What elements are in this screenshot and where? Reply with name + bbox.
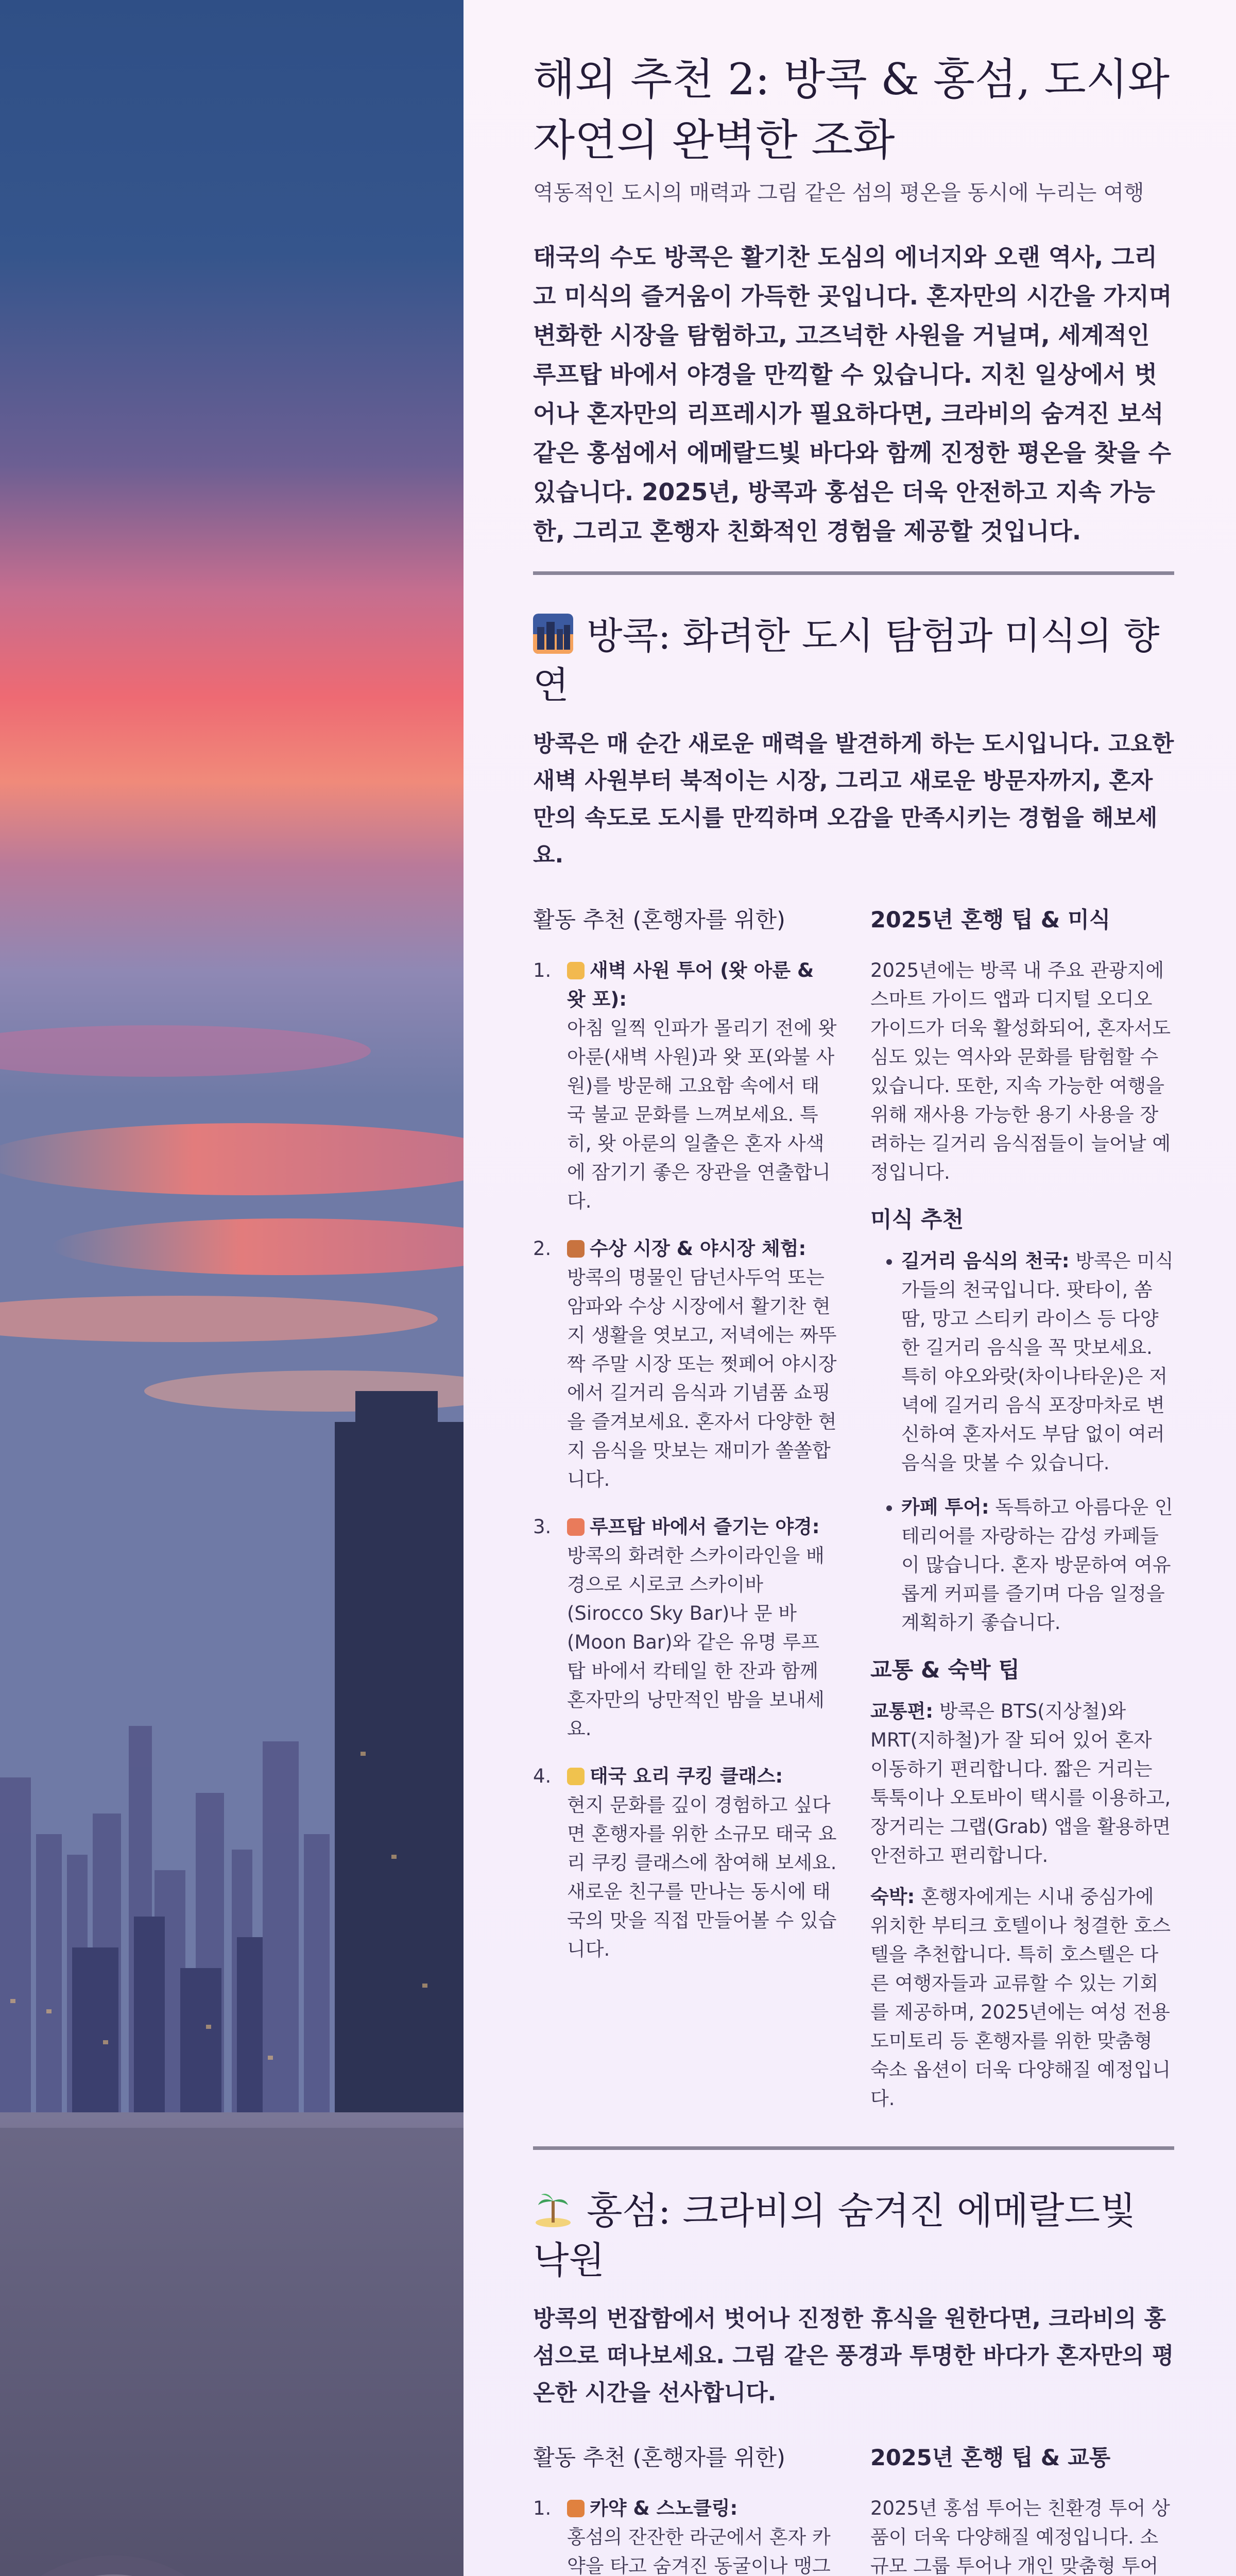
hong-activities-title: 활동 추천 (혼행자를 위한)	[533, 2445, 785, 2471]
bangkok-transport-title: 교통 & 숙박 팁	[870, 1657, 1020, 1683]
bangkok-title-text: 방콕: 화려한 도시 탐험과 미식의 향연	[533, 614, 1160, 707]
island-icon	[533, 2189, 573, 2229]
hong-tips-column	[870, 2443, 1174, 2576]
hong-activities-column	[533, 2443, 837, 2576]
bangkok-food-title: 미식 추천	[870, 1207, 964, 1233]
list-item: 1. 새벽 사원 투어 (왓 아룬 & 왓 포): 아침 일찍 인파가 몰리기 전에 왓 아룬(새벽 사원)과 왓 포(와불 사원)를 방문해 고요함 속에서 태국 불교 문화를 느껴보세요. 특히, 왓 아룬의 일출은 혼자 사색에 잠기기 좋은 장관을 연출합니다.	[533, 959, 837, 1212]
kayak-icon	[567, 2500, 585, 2517]
list-item: • 카페 투어: 독특하고 아름다운 인테리어를 자랑하는 감성 카페들이 많습니다. 혼자 방문하여 여유롭게 커피를 즐기며 다음 일정을 계획하기 좋습니다.	[901, 1493, 1174, 1637]
bangkok-columns	[533, 905, 1174, 2126]
bangkok-activities-title: 활동 추천 (혼행자를 위한)	[533, 907, 785, 933]
pray-icon	[567, 962, 585, 979]
boat-icon	[567, 1240, 585, 1258]
hong-title-text: 홍섬: 크라비의 숨겨진 에메랄드빛 낙원	[533, 2189, 1136, 2282]
lead-paragraph: 태국의 수도 방콕은 활기찬 도심의 에너지와 오랜 역사, 그리고 미식의 즐거움이 가득한 곳입니다. 혼자만의 시간을 가지며 변화한 시장을 탐험하고, 고즈넉한 사원을 거닐며, 세계적인 루프탑 바에서 야경을 만끽할 수 있습니다. 지친 일상에서 벗어나 혼자만의 리프레시가 필요하다면, 크라비의 숨겨진 보석 같은 홍섬에서 에메랄드빛 바다와 함께 진정한 평온을 찾을 수 있습니다. 2025년, 방콕과 홍섬은 더욱 안전하고 지속 가능한, 그리고 혼행자 친화적인 경험을 제공할 것입니다.	[533, 243, 1172, 545]
page-title: 해외 추천 2: 방콕 & 홍섬, 도시와 자연의 완벽한 조화	[533, 54, 1170, 165]
list-item: 1. 카약 & 스노클링: 홍섬의 잔잔한 라군에서 혼자 카약을 타고 숨겨진 동굴이나 맹그	[533, 2497, 831, 2576]
bangkok-tips-intro: 2025년에는 방콕 내 주요 관광지에 스마트 가이드 앱과 디지털 오디오 가이드가 더욱 활성화되어, 혼자서도 심도 있는 역사와 문화를 탐험할 수 있습니다. 또한, 지속 가능한 여행을 위해 재사용 가능한 용기 사용을 장려하는 길거리 음식점들이 늘어날 예정입니다.	[870, 959, 1171, 1183]
bangkok-activity-list	[533, 956, 837, 1964]
hong-activity-list	[533, 2494, 837, 2576]
hong-tips-title: 2025년 혼행 팁 & 교통	[870, 2445, 1111, 2471]
bangkok-lodging-item: 숙박: 혼행자에게는 시내 중심가에 위치한 부티크 호텔이나 청결한 호스텔을 추천합니다. 특히 호스텔은 다른 여행자들과 교류할 수 있는 기회를 제공하며, 2025년에는 여성 전용 도미토리 등 혼행자를 위한 맞춤형 숙소 옵션이 더욱 다양해질 예정입니다.	[870, 1886, 1171, 2110]
section-divider	[533, 571, 1174, 575]
bangkok-section	[533, 611, 1174, 2126]
cooking-icon	[567, 1768, 585, 1785]
list-item: 2. 수상 시장 & 야시장 체험: 방콕의 명물인 담넌사두억 또는 암파와 수상 시장에서 활기찬 현지 생활을 엿보고, 저녁에는 짜뚜짝 주말 시장 또는 쩟페어 야시장에서 길거리 음식과 기념품 쇼핑을 즐겨보세요. 혼자서 다양한 현지 음식을 맛보는 재미가 쏠쏠합니다.	[533, 1238, 837, 1490]
bangkok-food-list	[870, 1247, 1174, 1637]
hero-photo	[0, 0, 464, 2576]
bangkok-transport-item: 교통편: 방콕은 BTS(지상철)와 MRT(지하철)가 잘 되어 있어 혼자 이동하기 편리합니다. 짧은 거리는 툭툭이나 오토바이 택시를 이용하고, 장거리는 그랩(Grab) 앱을 활용하면 안전하고 편리합니다.	[870, 1700, 1171, 1867]
bangkok-tips-title: 2025년 혼행 팁 & 미식	[870, 907, 1111, 933]
hong-intro: 방콕의 번잡함에서 벗어나 진정한 휴식을 원한다면, 크라비의 홍섬으로 떠나보세요. 그림 같은 풍경과 투명한 바다가 혼자만의 평온한 시간을 선사합니다.	[533, 2306, 1174, 2406]
page-subtitle: 역동적인 도시의 매력과 그림 같은 섬의 평온을 동시에 누리는 여행	[533, 180, 1144, 205]
hong-title	[533, 2186, 1174, 2285]
section-divider	[533, 2146, 1174, 2150]
bangkok-tips-column	[870, 905, 1174, 2126]
hong-section	[533, 2186, 1174, 2576]
bangkok-intro: 방콕은 매 순간 새로운 매력을 발견하게 하는 도시입니다. 고요한 새벽 사원부터 북적이는 시장, 그리고 새로운 방문자까지, 혼자만의 속도로 도시를 만끽하며 오감을 만족시키는 경험을 해보세요.	[533, 731, 1174, 868]
list-item: 3. 루프탑 바에서 즐기는 야경: 방콕의 화려한 스카이라인을 배경으로 시로코 스카이바(Sirocco Sky Bar)나 문 바(Moon Bar)와 같은 유명 루프탑 바에서 칵테일 한 잔과 함께 혼자만의 낭만적인 밤을 보내세요.	[533, 1516, 825, 1740]
content-panel	[464, 0, 1236, 2576]
cityscape-icon	[533, 614, 573, 654]
cocktail-icon	[567, 1518, 585, 1536]
hong-columns	[533, 2443, 1174, 2576]
bangkok-title	[533, 611, 1174, 710]
list-item: 4. 태국 요리 쿠킹 클래스: 현지 문화를 깊이 경험하고 싶다면 혼행자를 위한 소규모 태국 요리 쿠킹 클래스에 참여해 보세요. 새로운 친구를 만나는 동시에 태국의 맛을 직접 만들어볼 수 있습니다.	[533, 1765, 837, 1960]
bangkok-activities-column	[533, 905, 837, 2126]
list-item: • 길거리 음식의 천국: 방콕은 미식가들의 천국입니다. 팟타이, 쏨땀, 망고 스티키 라이스 등 다양한 길거리 음식을 꼭 맛보세요. 특히 야오와랏(차이나타운)은 저녁에 길거리 음식 포장마차로 변신하여 혼자서도 부담 없이 여러 음식을 맛볼 수 있습니다.	[901, 1247, 1174, 1478]
hong-tips-intro: 2025년 홍섬 투어는 친환경 투어 상품이 더욱 다양해질 예정입니다. 소규모 그룹 투어나 개인 맞춤형 투어	[870, 2497, 1170, 2576]
